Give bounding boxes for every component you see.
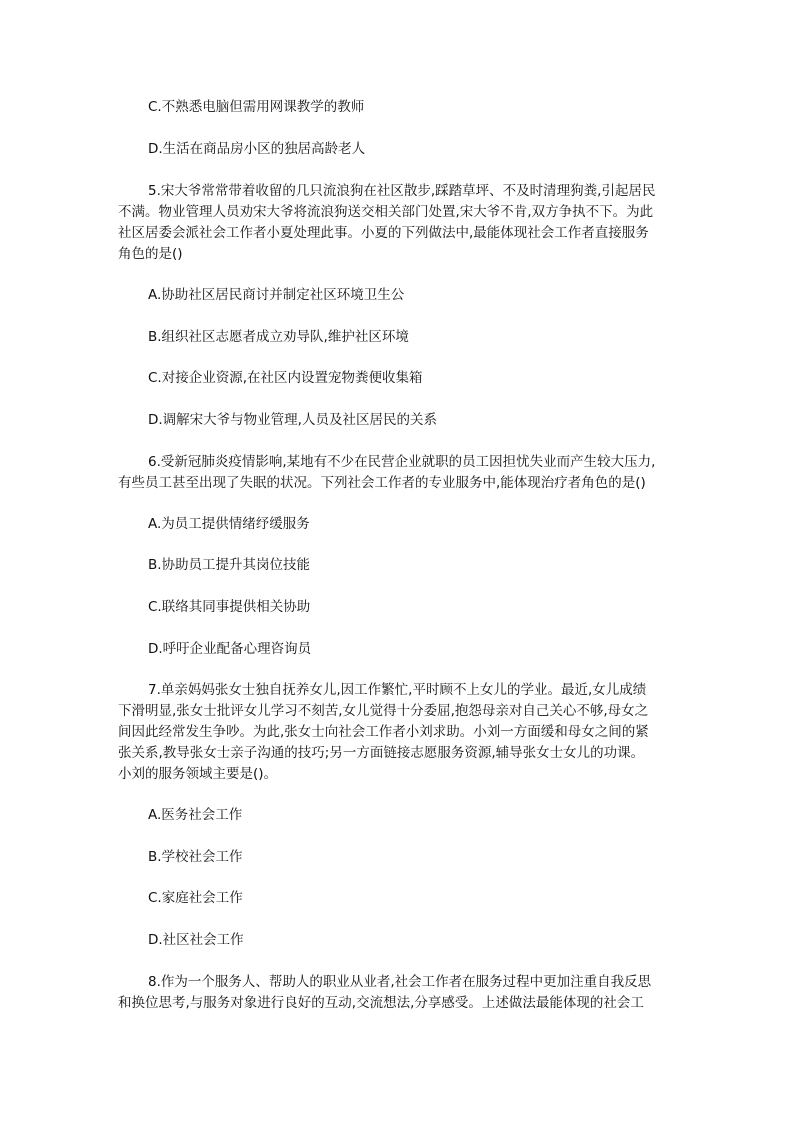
text-line: A.协助社区居民商讨并制定社区环境卫生公: [148, 287, 405, 303]
answer-option: [148, 639, 668, 660]
text-line: C.对接企业资源,在社区内设置宠物粪便收集箱: [148, 370, 423, 386]
question-paragraph: [118, 181, 674, 265]
answer-option: [148, 368, 668, 389]
answer-option: [148, 597, 668, 618]
question-paragraph: [118, 972, 674, 1014]
answer-option: [148, 514, 668, 535]
text-line: 角色的是(): [118, 246, 183, 262]
text-line: 下滑明显,张女士批评女儿学习不刻苦,女儿觉得十分委屈,抱怨母亲对自己关心不够,母女之: [118, 703, 649, 719]
text-line: 社区居委会派社会工作者小夏处理此事。小夏的下列做法中,最能体现社会工作者直接服务: [118, 225, 649, 241]
text-line: 有些员工甚至出现了失眠的状况。下列社会工作者的专业服务中,能体现治疗者角色的是(): [118, 475, 646, 491]
text-line: 和换位思考,与服务对象进行良好的互动,交流想法,分享感受。上述做法最能体现的社会工: [118, 995, 644, 1011]
text-line: 7.单亲妈妈张女士独自抚养女儿,因工作繁忙,平时顾不上女儿的学业。最近,女儿成绩: [148, 682, 647, 698]
text-line: 不满。物业管理人员劝宋大爷将流浪狗送交相关部门处置,宋大爷不肯,双方争执不下。为此: [118, 204, 654, 220]
text-line: A.为员工提供情绪纾缓服务: [148, 516, 310, 532]
answer-option: [148, 139, 668, 160]
text-line: B.组织社区志愿者成立劝导队,维护社区环境: [148, 329, 409, 345]
text-line: 间因此经常发生争吵。为此,张女士向社会工作者小刘求助。小刘一方面缓和母女之间的紧: [118, 724, 649, 740]
question-paragraph: [118, 452, 674, 494]
text-line: B.学校社会工作: [148, 849, 243, 865]
answer-option: [148, 805, 668, 826]
text-line: 5.宋大爷常常带着收留的几只流浪狗在社区散步,踩踏草坪、不及时清理狗粪,引起居民: [148, 183, 656, 199]
answer-option: [148, 930, 668, 951]
answer-option: [148, 888, 668, 909]
answer-option: [148, 97, 668, 118]
text-line: D.社区社会工作: [148, 932, 244, 948]
text-line: D.生活在商品房小区的独居高龄老人: [148, 141, 366, 157]
text-line: B.协助员工提升其岗位技能: [148, 557, 311, 573]
answer-option: [148, 847, 668, 868]
answer-option: [148, 327, 668, 348]
text-line: 6.受新冠肺炎疫情影响,某地有不少在民营企业就职的员工因担忧失业而产生较大压力,: [148, 454, 656, 470]
text-line: D.呼吁企业配备心理咨询员: [148, 641, 312, 657]
text-line: C.家庭社会工作: [148, 890, 243, 906]
text-line: 8.作为一个服务人、帮助人的职业从业者,社会工作者在服务过程中更加注重自我反思: [148, 974, 652, 990]
text-line: C.联络其同事提供相关协助: [148, 599, 311, 615]
answer-option: [148, 410, 668, 431]
answer-option: [148, 285, 668, 306]
text-line: 小刘的服务领域主要是()。: [118, 766, 278, 782]
text-line: C.不熟悉电脑但需用网课教学的教师: [148, 99, 365, 115]
question-paragraph: [118, 680, 674, 785]
text-line: 张关系,教导张女士亲子沟通的技巧;另一方面链接志愿服务资源,辅导张女士女儿的功课。: [118, 745, 645, 761]
answer-option: [148, 555, 668, 576]
text-line: A.医务社会工作: [148, 807, 243, 823]
text-line: D.调解宋大爷与物业管理,人员及社区居民的关系: [148, 412, 437, 428]
